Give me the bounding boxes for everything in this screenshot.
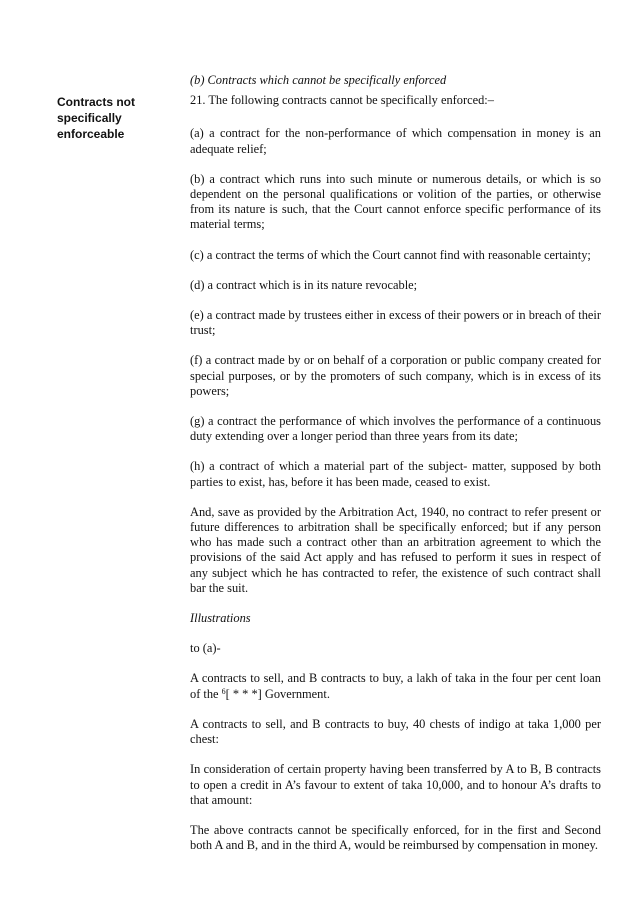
illustrations-heading: Illustrations	[190, 611, 251, 626]
section-intro: 21. The following contracts cannot be specifically enforced:–	[190, 93, 494, 108]
clause-d: (d) a contract which is in its nature revocable;	[190, 277, 418, 292]
illustration-conclusion: The above contracts cannot be specifically enforced, for in the first and Second both A and B, and in the third A, would be reimbursed by compensation in money.	[190, 822, 601, 853]
clause-a: (a) a contract for the non-performance of which compensation in money is an adequate relief;	[190, 126, 601, 156]
clause-f: (f) a contract made by or on behalf of a corporation or public company created for special purposes, or by the promoters of such company, which is in excess of its powers;	[190, 353, 601, 398]
illustration-1-text: A contracts to sell, and B contracts to buy, a lakh of taka in the four per cent loan of the	[190, 671, 601, 701]
illustration-1-text-end: [ * * *] Government.	[225, 686, 330, 701]
illustration-2: A contracts to sell, and B contracts to buy, 40 chests of indigo at taka 1,000 per chest:	[190, 716, 601, 747]
illustration-1	[190, 671, 601, 701]
illustration-reference: to (a)-	[190, 641, 221, 656]
section-body	[190, 73, 601, 868]
clause-b: (b) a contract which runs into such minute or numerous details, or which is so dependent on the personal qualifications or volition of the parties, or otherwise from its nature is such, that the Court cannot enforce specific performance of its material terms;	[190, 171, 601, 232]
arbitration-proviso: And, save as provided by the Arbitration Act, 1940, no contract to refer present or future differences to arbitration shall be specifically enforced; but if any person who has made such a contract other than an arbitration agreement to which the provisions of the said Act apply and has refused to perform it sues in respect of any subject which he has contracted to refer, the existence of such contract shall bar the suit.	[190, 504, 601, 595]
clause-g: (g) a contract the performance of which involves the performance of a continuous duty extending over a longer period than three years from its date;	[190, 414, 601, 444]
clause-h: (h) a contract of which a material part of the subject- matter, supposed by both parties to exist, has, before it has been made, ceased to exist.	[190, 459, 601, 489]
margin-note: Contracts not specifically enforceable	[57, 95, 135, 141]
clause-c: (c) a contract the terms of which the Court cannot find with reasonable certainty;	[190, 247, 591, 262]
clause-e: (e) a contract made by trustees either in excess of their powers or in breach of their trust;	[190, 308, 601, 338]
part-heading: (b) Contracts which cannot be specifically enforced	[190, 73, 447, 87]
illustration-3: In consideration of certain property having been transferred by A to B, B contracts to open a credit in A’s favour to extent of taka 10,000, and to honour A’s drafts to that amount:	[190, 762, 601, 807]
footnote-marker: 6	[221, 686, 226, 696]
